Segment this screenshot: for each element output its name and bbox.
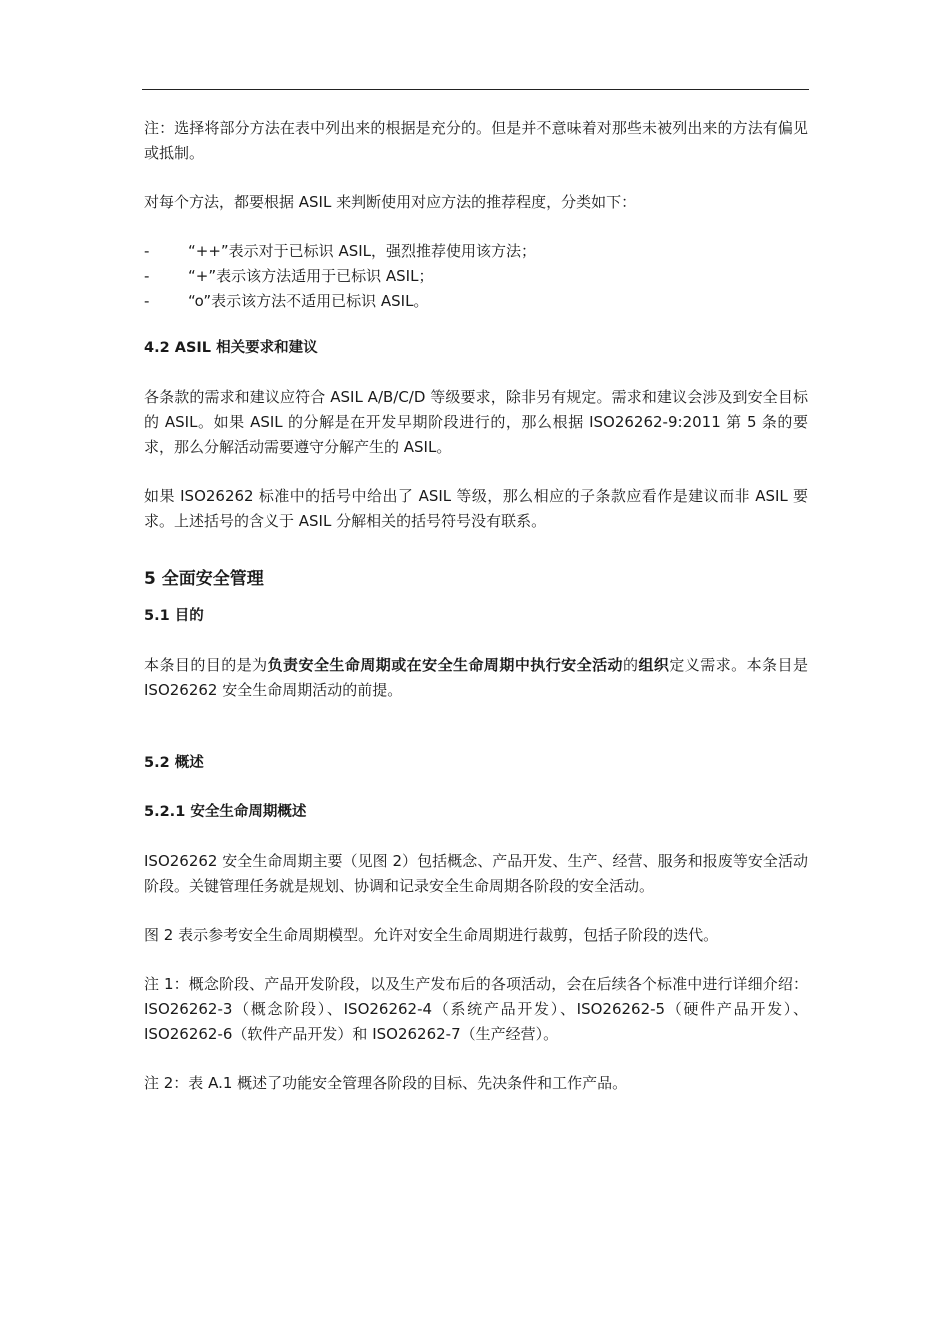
purpose-text-3: 定义需求。本条目是 ISO26262 安全生命周期活动的前提。: [144, 656, 808, 699]
purpose-text-2: 的: [622, 656, 639, 674]
list-bullet: -: [144, 242, 150, 260]
section-5-heading: 5 全面安全管理: [144, 569, 264, 589]
list-item-text: “+”表示该方法适用于已标识 ASIL；: [188, 267, 434, 285]
section-5-2-heading: 5.2 概述: [144, 755, 204, 771]
list-bullet: -: [144, 267, 150, 285]
list-item: [144, 239, 808, 264]
note-2: 注 2：表 A.1 概述了功能安全管理各阶段的目标、先决条件和工作产品。: [144, 1074, 628, 1092]
section-5-2-1-para1: ISO26262 安全生命周期主要（见图 2）包括概念、产品开发、生产、经营、服务和报废等安全活动阶段。关键管理任务就是规划、协调和记录安全生命周期各阶段的安全活动。: [144, 852, 808, 895]
list-item: [144, 289, 808, 314]
note-1: 注 1：概念阶段、产品开发阶段，以及生产发布后的各项活动，会在后续各个标准中进行详细介绍：ISO26262-3（概念阶段）、ISO26262-4（系统产品开发）、ISO26262-5（硬件产品开发）、ISO26262-6（软件产品开发）和 ISO26262-7（生产经营）。: [144, 975, 808, 1043]
section-4-2-para2: 如果 ISO26262 标准中的括号中给出了 ASIL 等级，那么相应的子条款应看作是建议而非 ASIL 要求。上述括号的含义于 ASIL 分解相关的括号符号没有联系。: [144, 487, 808, 530]
header-rule: [142, 89, 809, 90]
purpose-bold-1: 负责安全生命周期或在安全生命周期中执行安全活动: [267, 656, 623, 674]
section-5-1-heading: 5.1 目的: [144, 608, 204, 624]
list-bullet: -: [144, 292, 150, 310]
section-4-2-heading: 4.2 ASIL 相关要求和建议: [144, 340, 318, 356]
section-4-2-para1: 各条款的需求和建议应符合 ASIL A/B/C/D 等级要求，除非另有规定。需求和建议会涉及到安全目标的 ASIL。如果 ASIL 的分解是在开发早期阶段进行的，那么根据 ISO26262-9:2011 第 5 条的要求，那么分解活动需要遵守分解产生的 ASIL。: [144, 388, 808, 456]
methods-intro: 对每个方法，都要根据 ASIL 来判断使用对应方法的推荐程度，分类如下：: [144, 193, 637, 211]
purpose-bold-2: 组织: [638, 656, 670, 674]
note-selection: 注：选择将部分方法在表中列出来的根据是充分的。但是并不意味着对那些未被列出来的方法有偏见或抵制。: [144, 119, 808, 162]
page-content: [144, 116, 808, 1120]
section-5-2-1-para2: 图 2 表示参考安全生命周期模型。允许对安全生命周期进行裁剪，包括子阶段的迭代。: [144, 926, 719, 944]
list-item-text: “++”表示对于已标识 ASIL，强烈推荐使用该方法；: [188, 242, 537, 260]
section-5-1-text: [144, 653, 808, 703]
recommendation-list: [144, 239, 808, 314]
section-5-2-1-heading: 5.2.1 安全生命周期概述: [144, 804, 307, 820]
list-item: [144, 264, 808, 289]
purpose-text-1: 本条目的目的是为: [144, 656, 268, 674]
list-item-text: “o”表示该方法不适用已标识 ASIL。: [188, 292, 429, 310]
